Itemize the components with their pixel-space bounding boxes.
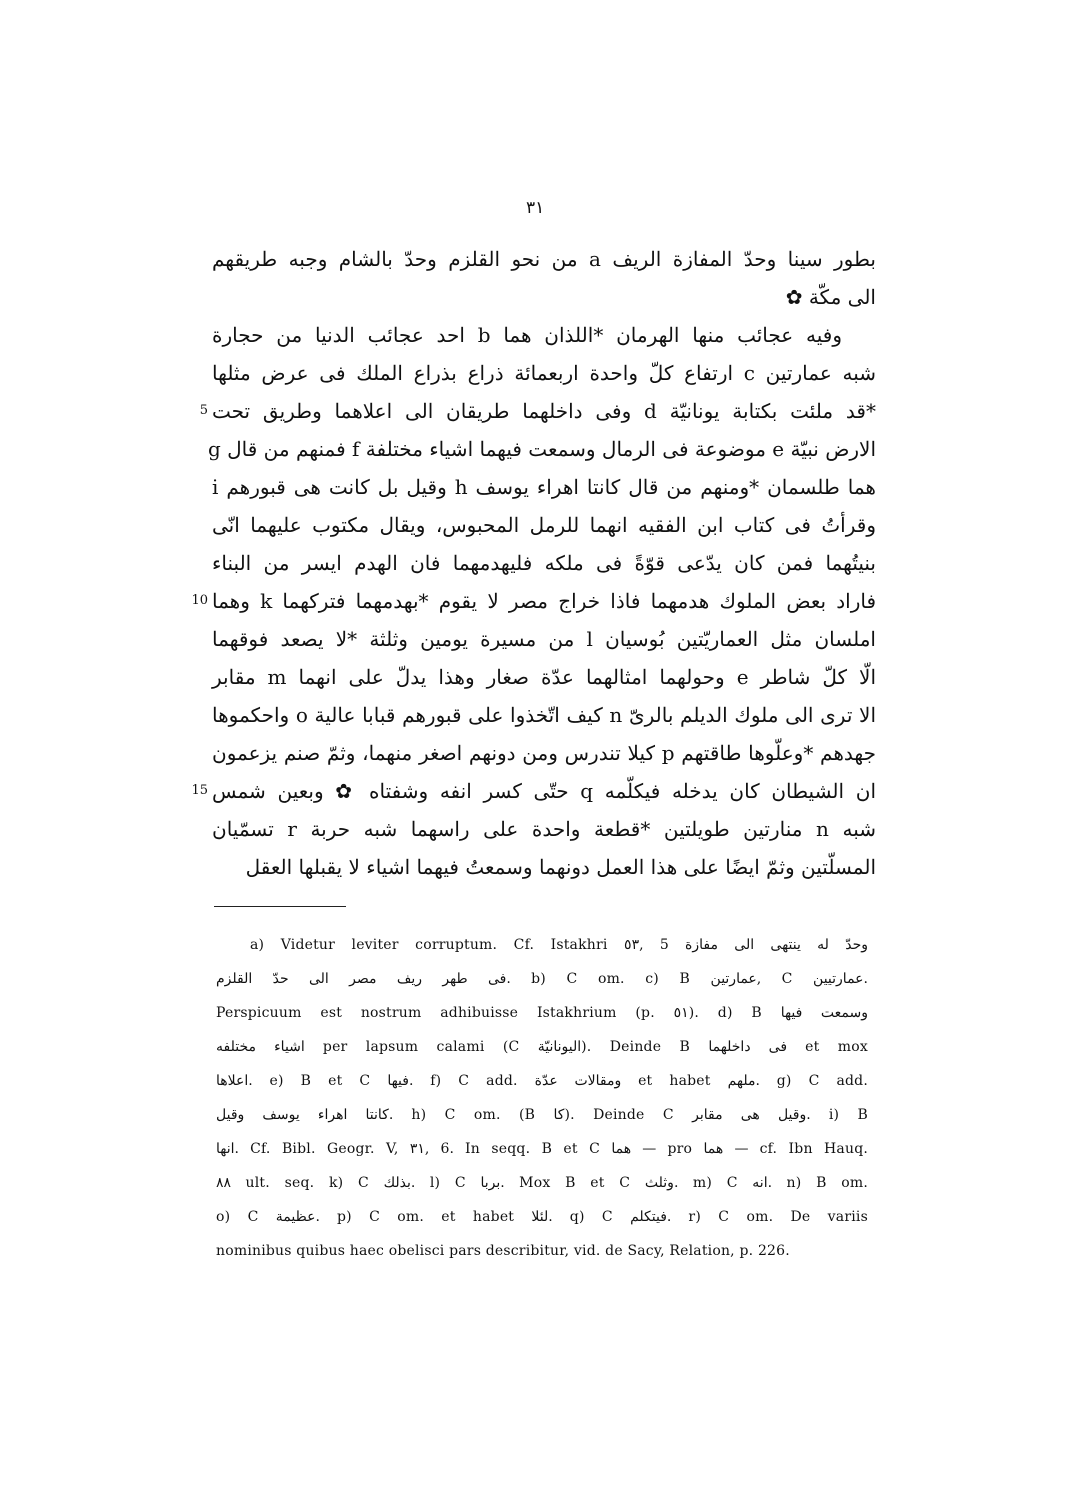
body-line-text: الى مكّة ✿	[785, 285, 876, 309]
body-line-text: *قد ملئت بكتابة يونانيّة d وفى داخلهما طريقان الى اعلاهما وطريق تحت	[212, 399, 876, 423]
body-line-text: شبه n منارتين طويلتين *قطعة واحدة على راسهما شبه حربة r تسمّيان	[212, 817, 876, 841]
body-line	[212, 468, 876, 506]
footnote-line: انها. Cf. Bibl. Geogr. V, ٣١, 6. In seqq. B et C هما — pro هما — cf. Ibn Hauq.	[216, 1141, 869, 1157]
body-line	[191, 772, 876, 810]
body-line	[212, 506, 876, 544]
footnote-line: فى طهر ريف مصر الى حدّ القلزم. b) C om. c) B عمارتين, C عمارتيين.	[216, 971, 868, 987]
body-line	[212, 810, 876, 848]
footnote-line: nominibus quibus haec obelisci pars describitur, vid. de Sacy, Relation, p. 226.	[216, 1243, 790, 1259]
body-line-text: الارض نبيّة e موضوعة فى الرمال وسمعت فيهما اشياء مختلفة f فمنهم من قال g	[207, 437, 876, 461]
body-line-text: المسلّتين وثمّ ايضًا على هذا العمل دونهما وسمعتُ فيهما اشياء لا يقبلها العقل	[245, 855, 876, 879]
body-line	[212, 316, 876, 354]
body-line-text: وقرأتُ فى كتاب ابن الفقيه انهما للرمل المحبوس، ويقال مكتوب عليهما انّى	[212, 513, 876, 537]
footnote-line: اشياء مختلفه per lapsum calami (C اليونانيّة). Deinde B فى داخلهما et mox	[216, 1039, 868, 1055]
footnote-line: ٨٨ ult. seq. k) C بذلك. l) C بربا. Mox B et C وثلث. m) C انه. n) B om.	[216, 1175, 869, 1191]
body-line-text: ان الشيطان كان يدخله فيكلّمه q حتّى كسر انفه وشفتاه ✿ وبعين شمس	[212, 779, 876, 803]
body-line	[212, 620, 876, 658]
footnote-line: o) C عظيمة. p) C om. et habet لئلا. q) C فيتكلم. r) C om. De variis	[216, 1209, 868, 1225]
body-line	[191, 582, 877, 620]
footnote-line: Perspicuum est nostrum adhibuisse Istakhrium (p. ٥١). d) B وسمعت فيها	[216, 1005, 868, 1021]
body-line	[212, 848, 876, 886]
footnote-line: كانتا اهراء يوسف وقيل. h) C om. (B كا). Deinde C وقيل هى مقابر. i) B	[216, 1107, 868, 1123]
body-line-text: هما طلسمان *ومنهم من قال كانتا اهراء يوسف h وقيل بل كانت هى قبورهم i	[212, 475, 876, 499]
body-line-text: بنيتُهما فمن كان يدّعى قوّةً فى ملكه فليهدمهما فان الهدم ايسر من البناء	[212, 551, 876, 575]
body-line	[212, 658, 876, 696]
footnote-line: اعلاها. e) B et C فيها. f) C add. ومقالات عدّة et habet ملهم. g) C add.	[216, 1073, 868, 1089]
body-line-text: الا ترى الى ملوك الديلم بالرىّ n كيف اتّخذوا على قبورهم قبابا عالية o واحكموها	[212, 703, 877, 727]
footnote-line: a) Videtur leviter corruptum. Cf. Istakhri ٥٣, 5 وحدّ له ينتهى الى مفازة	[250, 937, 868, 953]
body-line-text: جهدهم *وعلّوها طاقتهم p كيلا تندرس ومن دونهم اصغر منهما، وثمّ صنم يزعمون	[212, 741, 876, 765]
line-number: 15	[191, 783, 208, 798]
line-number: 5	[199, 403, 208, 418]
arabic-body-text	[191, 240, 877, 886]
body-line-text: بطور سينا وحدّ المفازة الريف a من نحو القلزم وحدّ بالشام وجبه طريقهم	[212, 247, 876, 271]
body-line	[212, 240, 876, 278]
body-line	[199, 392, 876, 430]
body-line	[212, 278, 876, 316]
line-number: 10	[191, 593, 208, 608]
body-line-text: شبه عمارتين c ارتفاع كلّ واحدة اربعمائة ذراع بذراع الملك فى عرض مثلها	[212, 361, 876, 385]
body-line	[212, 734, 876, 772]
page-number: ٣١	[526, 198, 545, 218]
body-line	[212, 696, 876, 734]
body-line-text: فاراد بعض الملوك هدمهما فاذا خراج مصر لا يقوم *بهدمهما فتركهما k وهما	[212, 589, 877, 613]
footnote-separator	[214, 906, 346, 907]
footnotes	[216, 928, 868, 1268]
body-line	[207, 430, 876, 468]
body-line-text: وفيه عجائب منها الهرمان *اللذان هما b احد عجائب الدنيا من حجارة	[212, 323, 842, 347]
body-line	[212, 544, 876, 582]
body-line-text: املسان مثل العماريّتين بُوسيان l من مسيرة يومين وثلثة *لا يصعد فوقهما	[212, 627, 876, 651]
body-line-text: الّا كلّ شاطر e وحولهما امثالهما عدّة صغار وهذا يدلّ على انهما m مقابر	[212, 665, 877, 689]
body-line	[212, 354, 876, 392]
